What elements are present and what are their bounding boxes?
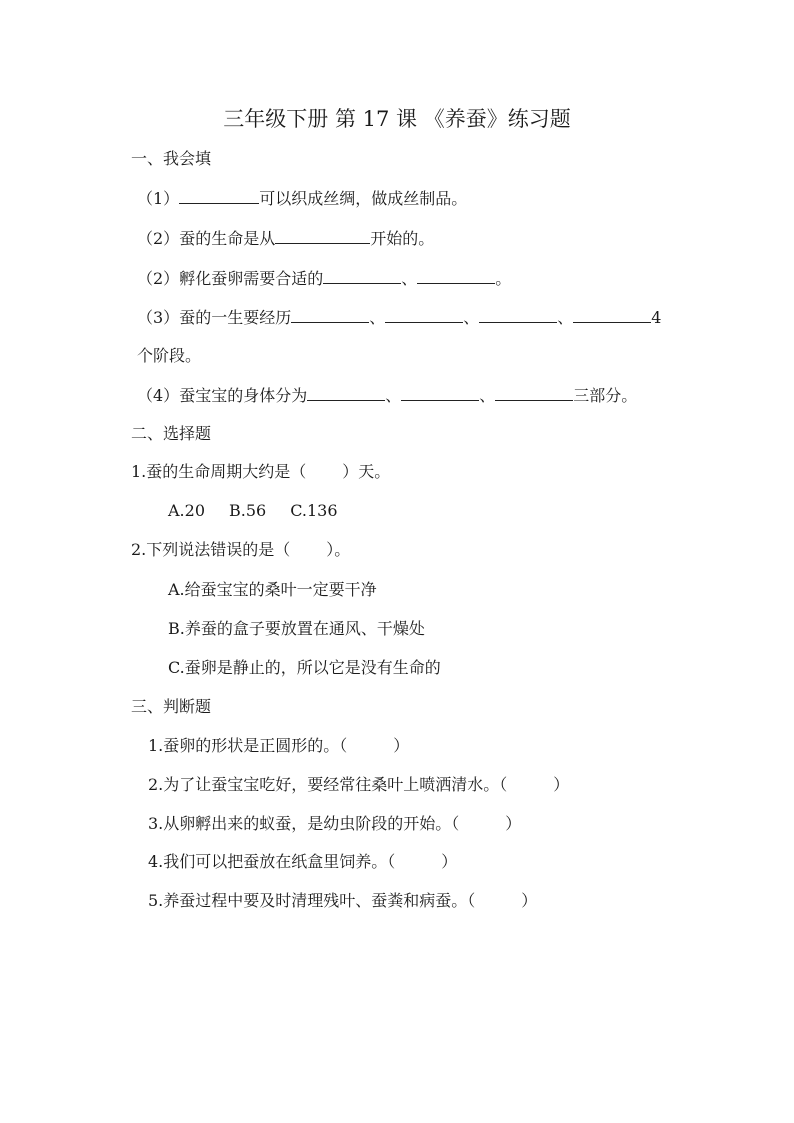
question-text-end: 。: [495, 269, 512, 288]
separator: 、: [401, 269, 418, 288]
page-title: 三年级下册 第 17 课 《养蚕》练习题: [223, 107, 571, 131]
question-text: 2.为了让蚕宝宝吃好，要经常往桑叶上喷洒清水。（: [148, 775, 508, 794]
fill-question-5: [137, 385, 637, 406]
choice-question-2: [131, 540, 350, 560]
question-text: 蚕的一生要经历: [179, 308, 292, 327]
question-text: 1.蚕的生命周期大约是（: [131, 462, 307, 481]
question-text: 可以织成丝绸，做成丝制品。: [259, 189, 468, 208]
answer-blank[interactable]: [307, 385, 385, 401]
answer-blank[interactable]: [573, 307, 651, 323]
question-text-end: ）。: [326, 540, 351, 559]
judge-question-1: [148, 736, 409, 756]
answer-blank[interactable]: [401, 385, 479, 401]
choice-1-options: [168, 501, 338, 521]
question-text: 1.蚕卵的形状是正圆形的。（: [148, 736, 348, 755]
choice-2-option-b[interactable]: B.养蚕的盒子要放置在通风、干燥处: [168, 619, 425, 638]
choice-2-option-c[interactable]: C.蚕卵是静止的，所以它是没有生命的: [168, 658, 441, 677]
close-paren: ）: [553, 775, 570, 794]
close-paren: ）: [521, 891, 538, 910]
separator: 、: [369, 308, 386, 327]
judge-question-3: [148, 814, 521, 834]
section-2-heading: 二、选择题: [131, 424, 212, 443]
question-text-end: ）天。: [342, 462, 391, 481]
answer-blank[interactable]: [417, 268, 495, 284]
question-text-end: 三部分。: [573, 386, 638, 405]
question-text: 孵化蚕卵需要合适的: [179, 269, 324, 288]
close-paren: ）: [505, 814, 522, 833]
separator: 、: [463, 308, 480, 327]
question-number: （3）: [137, 308, 180, 327]
question-text: 4.我们可以把蚕放在纸盒里饲养。（: [148, 852, 396, 871]
fill-question-4: [137, 307, 661, 328]
close-paren: ）: [441, 852, 458, 871]
fill-question-1: [137, 188, 467, 209]
question-number: （1）: [137, 189, 180, 208]
section-3-heading: 三、判断题: [131, 697, 212, 716]
answer-blank[interactable]: [323, 268, 401, 284]
answer-blank[interactable]: [495, 385, 573, 401]
fill-question-3: [137, 268, 511, 289]
question-text: 蚕宝宝的身体分为: [179, 386, 308, 405]
choice-question-1: [131, 462, 390, 482]
separator: 、: [557, 308, 574, 327]
option-c[interactable]: C.136: [290, 501, 338, 520]
question-number: （2）: [137, 229, 180, 248]
option-a[interactable]: A.20: [168, 501, 205, 520]
answer-blank[interactable]: [479, 307, 557, 323]
question-text: 5.养蚕过程中要及时清理残叶、蚕粪和病蚕。（: [148, 891, 476, 910]
question-text-end: 4: [651, 308, 662, 327]
section-1-heading: 一、我会填: [131, 149, 212, 168]
fill-question-4-wrap: 个阶段。: [137, 346, 202, 365]
judge-question-2: [148, 775, 569, 795]
judge-question-5: [148, 891, 537, 911]
fill-question-2: [137, 228, 434, 249]
judge-question-4: [148, 852, 457, 872]
separator: 、: [385, 386, 402, 405]
answer-blank[interactable]: [385, 307, 463, 323]
answer-blank[interactable]: [275, 228, 370, 244]
separator: 、: [479, 386, 496, 405]
question-number: （2）: [137, 269, 180, 288]
answer-blank[interactable]: [291, 307, 369, 323]
option-b[interactable]: B.56: [229, 501, 267, 520]
question-number: （4）: [137, 386, 180, 405]
question-text: 2.下列说法错误的是（: [131, 540, 291, 559]
close-paren: ）: [393, 736, 410, 755]
question-text-end: 开始的。: [370, 229, 435, 248]
question-text: 3.从卵孵出来的蚁蚕，是幼虫阶段的开始。（: [148, 814, 460, 833]
choice-2-option-a[interactable]: A.给蚕宝宝的桑叶一定要干净: [168, 580, 377, 599]
answer-blank[interactable]: [179, 188, 259, 204]
question-text: 蚕的生命是从: [179, 229, 276, 248]
